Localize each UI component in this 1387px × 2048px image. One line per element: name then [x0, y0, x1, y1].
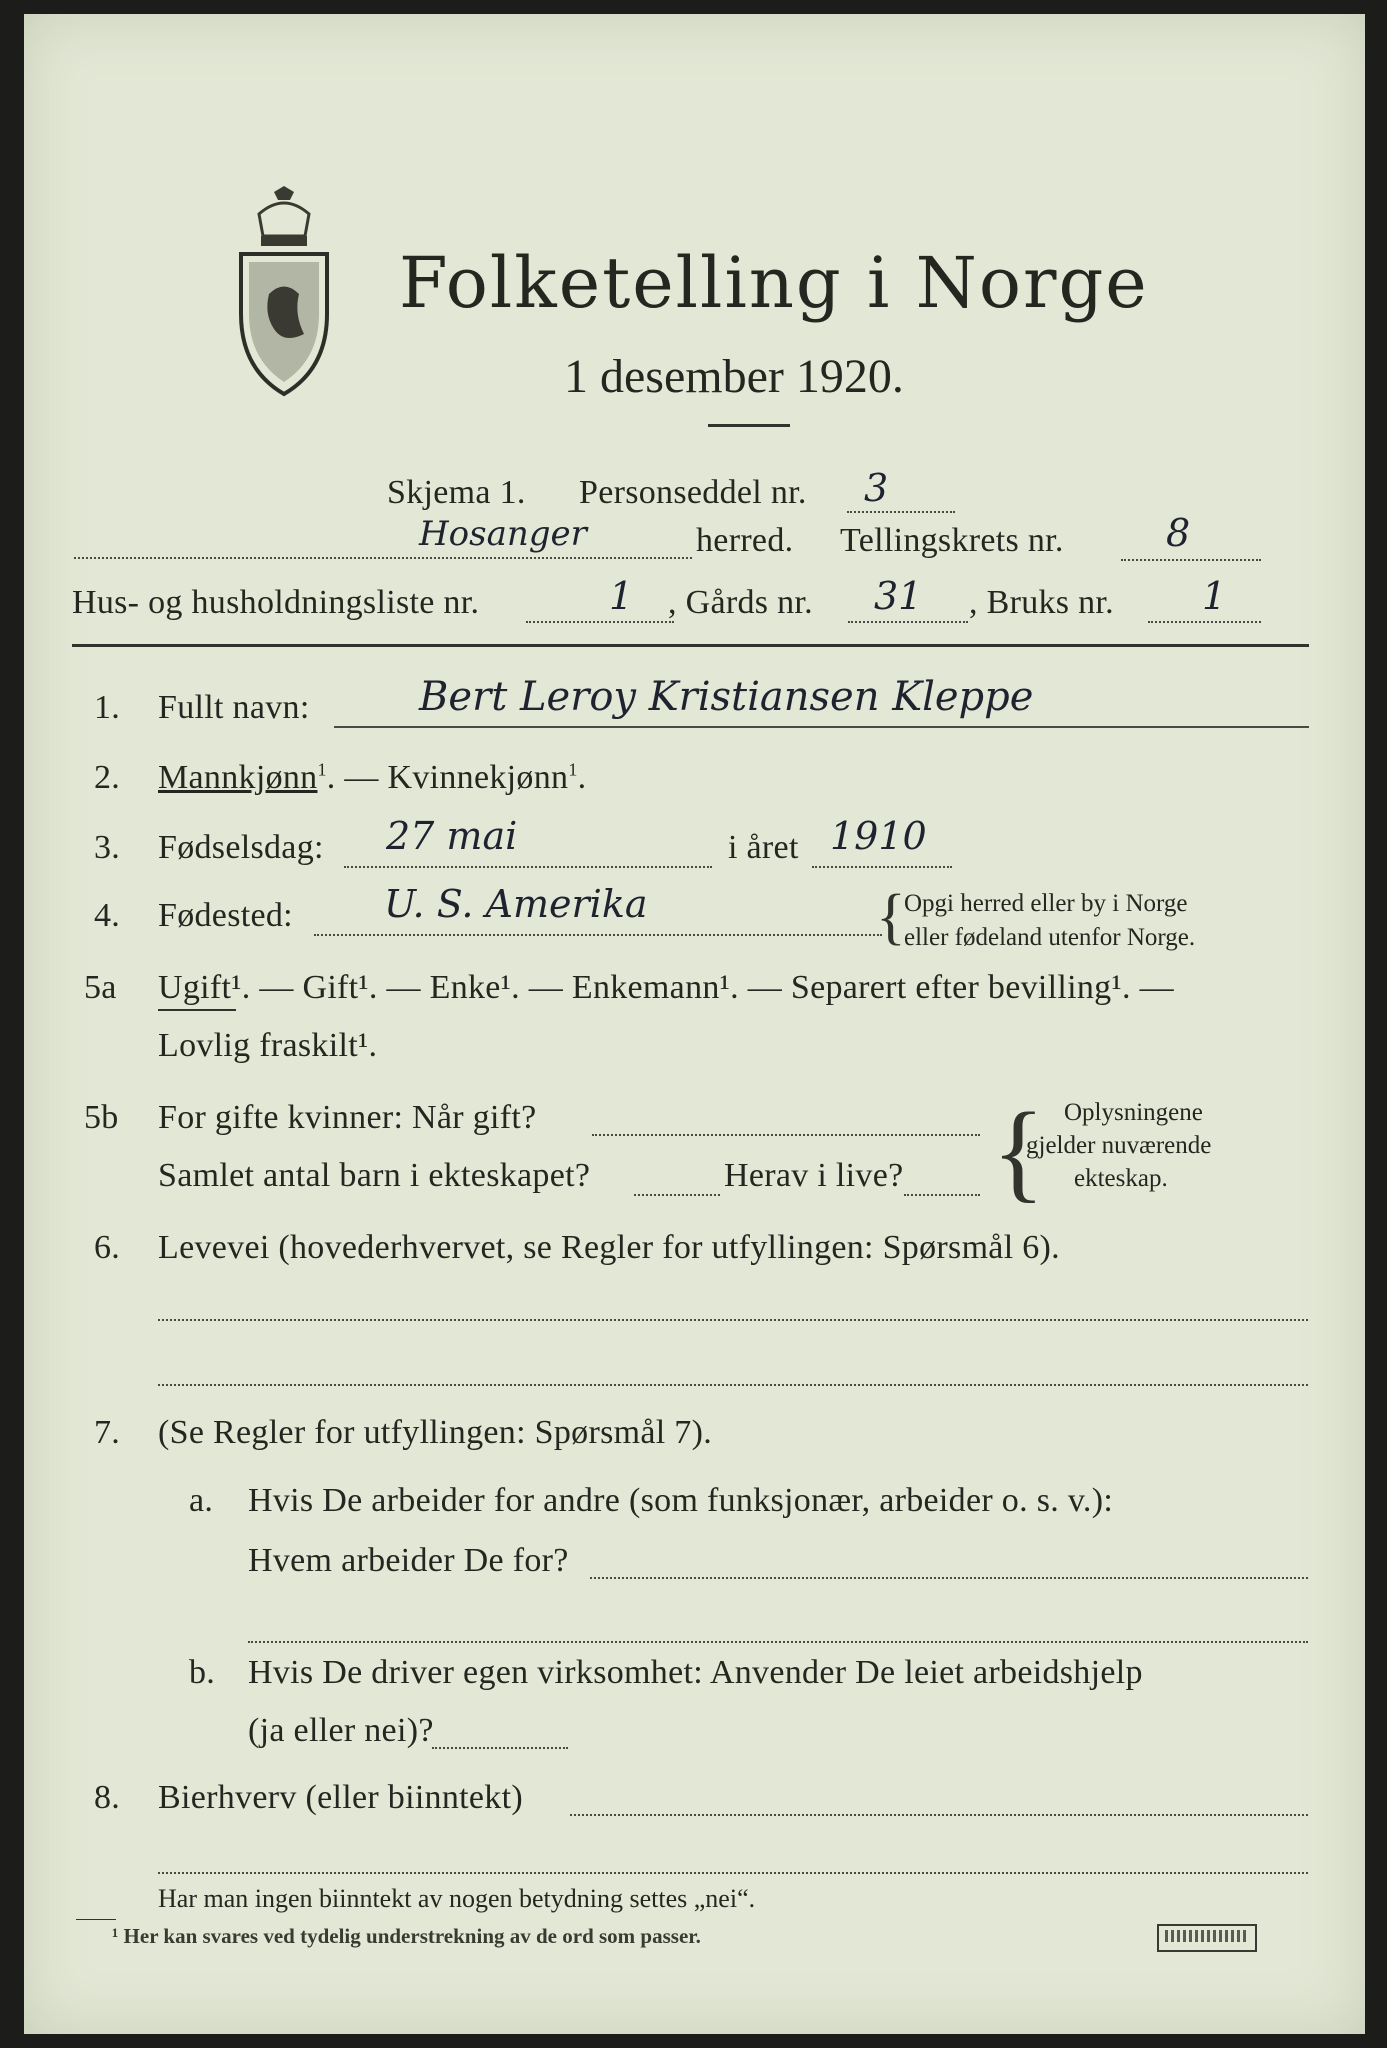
year-line: [812, 866, 952, 868]
q5a-divorced-option[interactable]: Lovlig fraskilt¹.: [158, 1027, 378, 1064]
q5b-brace: {: [992, 1090, 1045, 1212]
tellingskrets-line: [1121, 559, 1261, 561]
herred-value[interactable]: Hosanger: [419, 514, 587, 554]
personseddel-line: [847, 511, 955, 513]
male-option[interactable]: Mannkjønn: [158, 759, 318, 796]
q7a-line1: Hvis De arbeider for andre (som funksjonær, arbeider o. s. v.):: [248, 1482, 1114, 1519]
side-income-line-1: [570, 1814, 1308, 1816]
employer-line-1: [590, 1577, 1308, 1579]
q4-note-line2: eller fødeland utenfor Norge.: [904, 924, 1196, 951]
ugift-underline: [158, 1009, 236, 1011]
q6-number: 6.: [94, 1229, 121, 1266]
hus-value[interactable]: 1: [609, 574, 634, 618]
q4-note-line1: Opgi herred eller by i Norge: [904, 890, 1188, 917]
q3-label: Fødselsdag:: [158, 829, 324, 866]
q1-label: Fullt navn:: [158, 689, 310, 726]
q2-number: 2.: [94, 759, 121, 796]
employer-line-2: [248, 1641, 1308, 1643]
side-income-line-2: [158, 1872, 1308, 1874]
children-total-line: [634, 1194, 720, 1196]
q4-number: 4.: [94, 897, 121, 934]
q3-number: 3.: [94, 829, 121, 866]
q7a-line2: Hvem arbeider De for?: [248, 1542, 569, 1579]
tellingskrets-value[interactable]: 8: [1166, 511, 1191, 555]
form-date: 1 desember 1920.: [564, 350, 904, 403]
q6-label: Levevei (hovederhvervet, se Regler for utfyllingen: Spørsmål 6).: [158, 1229, 1060, 1266]
year-label: i året: [728, 829, 799, 866]
footnote-rule: [76, 1919, 116, 1920]
q5b-note-line3: ekteskap.: [1074, 1165, 1168, 1192]
q1-line: [334, 726, 1309, 728]
tellingskrets-label: Tellingskrets nr.: [840, 522, 1064, 559]
female-option[interactable]: Kvinnekjønn: [387, 759, 569, 796]
skjema-label: Skjema 1.: [387, 474, 526, 511]
q1-full-name[interactable]: Bert Leroy Kristiansen Kleppe: [419, 674, 1034, 720]
q4-label: Fødested:: [158, 897, 293, 934]
q7-number: 7.: [94, 1414, 121, 1451]
coat-of-arms-icon: [229, 184, 339, 399]
q7-label: (Se Regler for utfyllingen: Spørsmål 7).: [158, 1414, 713, 1451]
q5b-children-total: Samlet antal barn i ekteskapet?: [158, 1157, 591, 1194]
census-form: [24, 14, 1365, 2034]
gards-label: , Gårds nr.: [668, 584, 813, 621]
occupation-line-1: [158, 1319, 1308, 1321]
hired-help-line: [432, 1747, 568, 1749]
footnote: ¹ Her kan svares ved tydelig understrekning av de ord som passer.: [112, 1924, 701, 1948]
occupation-line-2: [158, 1384, 1308, 1386]
gards-line: [848, 621, 968, 623]
printer-stamp: [1157, 1924, 1257, 1952]
q5b-note-line1: Oplysningene: [1064, 1099, 1203, 1126]
personseddel-value[interactable]: 3: [864, 466, 889, 510]
q5a-number: 5a: [84, 969, 117, 1006]
gards-value[interactable]: 31: [874, 574, 923, 618]
birthday-value[interactable]: 27 mai: [386, 814, 518, 858]
bruks-line: [1148, 621, 1261, 623]
q5b-children-alive: Herav i live?: [724, 1157, 904, 1194]
children-alive-line: [904, 1194, 980, 1196]
q8-note: Har man ingen biinntekt av nogen betydning settes „nei“.: [158, 1884, 756, 1913]
q7b-line2: (ja eller nei)?: [248, 1712, 434, 1749]
q8-label: Bierhverv (eller biinntekt): [158, 1779, 523, 1816]
hus-line: [526, 621, 674, 623]
q7b-number: b.: [189, 1654, 216, 1691]
q5b-note-line2: gjelder nuværende: [1026, 1132, 1212, 1159]
q5a-marital-options[interactable]: Ugift¹. — Gift¹. — Enke¹. — Enkemann¹. — Separert efter bevilling¹. —: [158, 969, 1174, 1006]
form-title: Folketelling i Norge: [399, 242, 1149, 324]
hus-label: Hus- og husholdningsliste nr.: [72, 584, 480, 621]
married-when-line: [592, 1134, 980, 1136]
herred-label: herred.: [696, 522, 794, 559]
personseddel-label: Personseddel nr.: [579, 474, 807, 511]
q7b-line1: Hvis De driver egen virksomhet: Anvender De leiet arbeidshjelp: [248, 1654, 1143, 1691]
birthplace-line: [314, 934, 882, 936]
herred-line: [74, 557, 692, 559]
birthplace-value[interactable]: U. S. Amerika: [384, 882, 648, 926]
q7a-number: a.: [189, 1482, 214, 1519]
q4-brace: {: [876, 883, 906, 951]
q1-number: 1.: [94, 689, 121, 726]
birthday-line: [344, 866, 712, 868]
q5b-number: 5b: [84, 1099, 119, 1136]
bruks-value[interactable]: 1: [1202, 574, 1227, 618]
q5b-married-when: For gifte kvinner: Når gift?: [158, 1099, 537, 1136]
header-rule: [72, 644, 1309, 647]
q2-options: Mannkjønn$^1$. — Kvinnekjønn$^1$.: [158, 759, 587, 796]
title-divider: [708, 424, 790, 427]
bruks-label: , Bruks nr.: [969, 584, 1114, 621]
year-value[interactable]: 1910: [830, 814, 927, 858]
q8-number: 8.: [94, 1779, 121, 1816]
